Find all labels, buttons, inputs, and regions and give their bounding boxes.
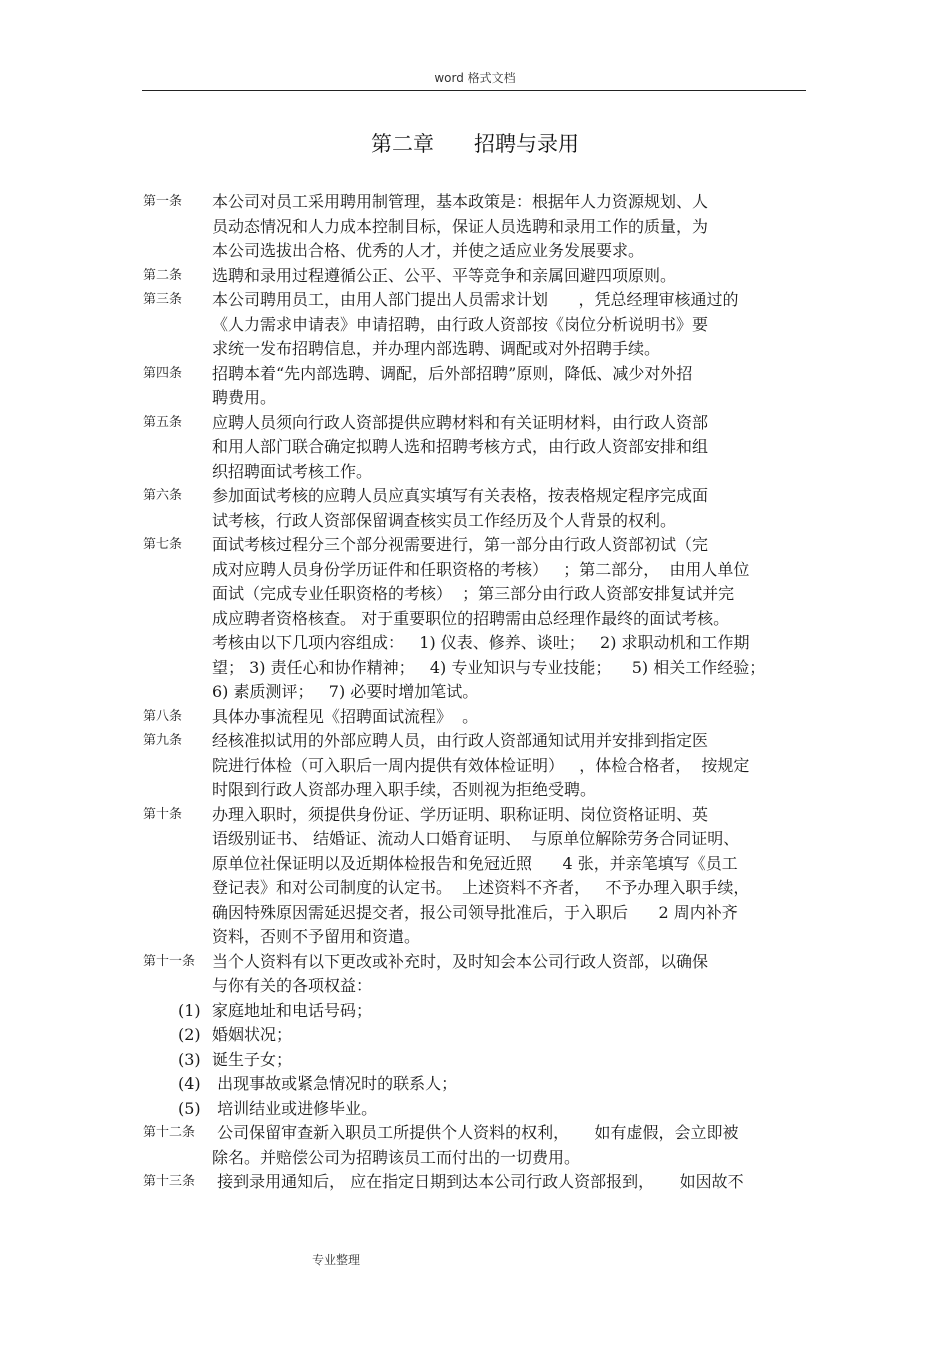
article-text-line: 原单位社保证明以及近期体检报告和免冠近照 4 张，并亲笔填写《员工: [212, 853, 738, 873]
article-text-line: 除名。并赔偿公司为招聘该员工而付出的一切费用。: [212, 1147, 581, 1167]
article-text-line: 试考核，行政人资部保留调查核实员工作经历及个人背景的权利。: [212, 510, 677, 530]
list-item-number: (4): [178, 1074, 201, 1093]
article-text-line: 当个人资料有以下更改或补充时，及时知会本公司行政人资部，以确保: [212, 951, 709, 971]
article-text-line: 面试考核过程分三个部分视需要进行，第一部分由行政人资部初试（完: [212, 535, 709, 554]
article-text-line: 语级别证书、 结婚证、流动人口婚育证明、 与原单位解除劳务合同证明、: [212, 829, 740, 848]
article-text-line: 经核准拟试用的外部应聘人员，由行政人资部通知试用并安排到指定医: [212, 731, 709, 750]
article-text-line: 确因特殊原因需延迟提交者，报公司领导批准后，于入职后 2 周内补齐: [212, 902, 738, 922]
article-label: 第六条: [143, 488, 183, 503]
article-label: 第七条: [143, 537, 183, 552]
list-item-text: 诞生子女；: [212, 1049, 293, 1069]
article-text-line: 公司保留审查新入职员工所提供个人资料的权利， 如有虚假，会立即被: [212, 1123, 739, 1142]
article-text-line: 接到录用通知后， 应在指定日期到达本公司行政人资部报到， 如因故不: [212, 1172, 744, 1191]
article-label: 第十二条: [143, 1125, 196, 1140]
list-item-number: (3): [178, 1049, 201, 1069]
article-text-line: 《人力需求申请表》申请招聘，由行政人资部按《岗位分析说明书》要: [212, 314, 709, 334]
article-text-line: 参加面试考核的应聘人员应真实填写有关表格，按表格规定程序完成面: [212, 486, 709, 505]
article-text-line: 时限到行政人资部办理入职手续，否则视为拒绝受聘。: [212, 780, 597, 799]
article-text-line: 登记表》和对公司制度的认定书。 上述资料不齐者， 不予办理入职手续，: [212, 878, 750, 897]
article-text-line: 本公司选拔出合格、优秀的人才，并使之适应业务发展要求。: [212, 241, 645, 260]
article-text-line: 本公司对员工采用聘用制管理，基本政策是：根据年人力资源规划、人: [212, 192, 709, 211]
article-text-line: 织招聘面试考核工作。: [212, 461, 373, 481]
article-text-line: 望； 3) 责任心和协作精神； 4) 专业知识与专业技能； 5) 相关工作经验；: [212, 657, 766, 677]
article-label: 第三条: [143, 292, 183, 307]
article-label: 第十一条: [143, 953, 196, 969]
article-text-line: 与你有关的各项权益：: [212, 976, 373, 995]
article-text-line: 招聘本着“先内部选聘、调配，后外部招聘”原则，降低、减少对外招: [212, 363, 693, 383]
article-label: 第一条: [143, 194, 183, 209]
article-label: 第四条: [143, 365, 183, 381]
list-item-text: 婚姻状况；: [212, 1025, 293, 1044]
article-text-line: 求统一发布招聘信息，并办理内部选聘、调配或对外招聘手续。: [212, 339, 661, 358]
article-text-line: 院进行体检（可入职后一周内提供有效体检证明） ，体检合格者， 按规定: [212, 755, 750, 775]
list-item-number: (5): [178, 1098, 201, 1118]
article-text-line: 成应聘者资格核查。 对于重要职位的招聘需由总经理作最终的面试考核。: [212, 608, 730, 628]
list-item-text: 培训结业或进修毕业。: [212, 1098, 378, 1118]
article-text-line: 面试（完成专业任职资格的考核） ；第三部分由行政人资部安排复试并完: [212, 584, 735, 603]
list-item-number: (1): [178, 1000, 201, 1020]
article-text-line: 办理入职时，须提供身份证、学历证明、职称证明、岗位资格证明、英: [212, 804, 709, 824]
article-label: 第十三条: [143, 1174, 196, 1189]
article-text-line: 选聘和录用过程遵循公正、公平、平等竞争和亲属回避四项原则。: [212, 265, 677, 285]
article-text-line: 和用人部门联合确定拟聘人选和招聘考核方式，由行政人资部安排和组: [212, 437, 709, 456]
header-rule: [142, 90, 806, 91]
article-text-line: 员动态情况和人力成本控制目标，保证人员选聘和录用工作的质量，为: [212, 216, 709, 236]
article-text-line: 具体办事流程见《招聘面试流程》 。: [212, 706, 479, 726]
article-text-line: 资料，否则不予留用和资遣。: [212, 927, 421, 946]
article-text-line: 聘费用。: [212, 388, 277, 407]
article-text-line: 成对应聘人员身份学历证件和任职资格的考核） ；第二部分， 由用人单位: [212, 559, 750, 579]
article-text-line: 应聘人员须向行政人资部提供应聘材料和有关证明材料，由行政人资部: [212, 412, 709, 432]
article-label: 第二条: [143, 267, 183, 283]
article-text-line: 6) 素质测评； 7) 必要时增加笔试。: [212, 682, 479, 701]
list-item-text: 家庭地址和电话号码；: [212, 1000, 373, 1020]
page-header: word 格式文档: [434, 71, 516, 85]
page-footer: 专业整理: [312, 1253, 361, 1267]
article-text-line: 考核由以下几项内容组成： 1) 仪表、修养、谈吐； 2) 求职动机和工作期: [212, 633, 750, 652]
article-label: 第八条: [143, 708, 183, 724]
article-text-line: 本公司聘用员工，由用人部门提出人员需求计划 ，凭总经理审核通过的: [212, 290, 739, 309]
article-label: 第十条: [143, 806, 183, 822]
chapter-title: 第二章 招聘与录用: [370, 132, 580, 156]
article-label: 第五条: [143, 414, 183, 430]
article-label: 第九条: [143, 733, 183, 748]
list-item-number: (2): [178, 1025, 201, 1044]
list-item-text: 出现事故或紧急情况时的联系人；: [212, 1074, 458, 1093]
